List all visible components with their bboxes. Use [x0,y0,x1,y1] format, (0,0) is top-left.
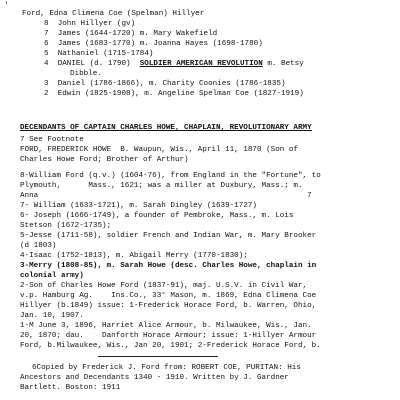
footnote-line: Ancestors and Decendants 1340 - 1910. Written by J. Gardner [20,374,289,382]
body-line: Ford, b.Milwaukee, Wis., Jan 20, 1901; 2-Frederick Horace Ford, b. [20,342,321,350]
list-item-text-tail: m. Betsy [262,60,304,68]
list-item [44,90,304,100]
body-line: 20, 1870; dau. Danforth Horace Armour; issue: 1-Hillyer Armour [20,332,317,340]
list-item-text: James (1683-1770) m. Joanna Hayes (1698-1780) [57,40,263,48]
body-line: FORD, FREDERICK HOWE B. Waupun, Wis., April 11, 1870 (Son of [20,146,298,154]
list-item-text: DANIEL (d. 1790) [57,60,131,68]
list-item [44,50,153,60]
revolution-soldier-note: SOLDIER AMERICAN REVOLUTION [139,60,263,68]
list-item-text: Nathaniel (1715-1784) [57,50,154,58]
list-item-text: James (1644-1720) m. Mary Wakefield [57,30,218,38]
body-line: 4-Isaac (1752-1813), m. Abigail Merry (1770-1830); [20,252,248,260]
body-line: Charles Howe Ford; Brother of Arthur) [20,156,189,164]
list-item-number: 2 [44,90,49,98]
list-item-text: Edwin (1825-1908), m. Angeline Spelman Coe (1827-1919) [57,90,304,98]
footnote-line: Bartlett. Boston: 1911 [20,384,121,392]
body-line: Anna 7 [20,192,312,200]
list-item [70,70,102,80]
body-line: 8-William Ford (q.v.) (1604-76), from England in the "Fortune", to [20,172,321,180]
body-line-highlight: 3-Merry (1808-85), m. Sarah Howe (desc. Charles Howe, chaplain in [20,262,317,270]
list-item-number: 6 [44,40,49,48]
body-line: Hillyer (b.1849) issue: 1-Frederick Horace Ford, b. Warren, Ohio, [20,302,317,310]
body-line: 5-Jesse (1711-58), soldier French and Indian War, m. Mary Brooker [20,232,317,240]
list-item [44,40,263,50]
footnote-reference: 7 See Footnote [20,136,84,144]
footnote-line: 6Copied by Frederick J. Ford from: ROBERT COE, PURITAN: His [32,364,301,372]
list-item-text: John Hillyer (gv) [57,20,136,28]
page-mark: ' [4,2,9,10]
list-item [44,30,217,40]
list-item [44,20,135,30]
list-item-number: 4 [44,60,49,68]
list-item-number: 3 [44,80,49,88]
body-line: 1-M June 3, 1896, Harriet Alice Armour, b. Milwaukee, Wis., Jan. [20,322,312,330]
list-item [44,80,286,90]
list-item-text: Dibble. [70,70,102,78]
list-item-number: 7 [44,30,49,38]
body-line: (d 1803) [20,242,57,250]
body-line: 6- Joseph (1666-1749), a founder of Pembroke, Mass., m. Lois [20,212,294,220]
list-item-text: Daniel (1786-1866), m. Charity Coonies (1786-1835) [57,80,286,88]
list-item [44,60,304,70]
body-line: Jan. 10, 1907. [20,312,84,320]
section-heading: DECENDANTS OF CAPTAIN CHARLES HOWE, CHAPLAIN, REVOLUTIONARY ARMY [20,124,312,132]
body-line: Stetson (1672-1735); [20,222,112,230]
body-line: v.p. Hamburg Ag. Ins.Co., 33° Mason, m. 1869, Edna Climena Coe [20,292,317,300]
list-item-number: 5 [44,50,49,58]
body-line: 2-Son of Charles Howe Ford (1837-91), maj. U.S.V. in Civil War, [20,282,308,290]
body-line: Plymouth, Mass., 1621; was a miller at Duxbury, Mass.; m. [20,182,303,190]
footnote-divider [98,356,218,357]
list-item-number: 8 [44,20,49,28]
body-line-highlight: colonial army) [20,272,84,280]
list-intro: Ford, Edna Climena Coe (Spelman) Hillyer [22,10,205,18]
body-line: 7- William (1633-1721), m. Sarah Dingley (1639-1727) [20,202,257,210]
